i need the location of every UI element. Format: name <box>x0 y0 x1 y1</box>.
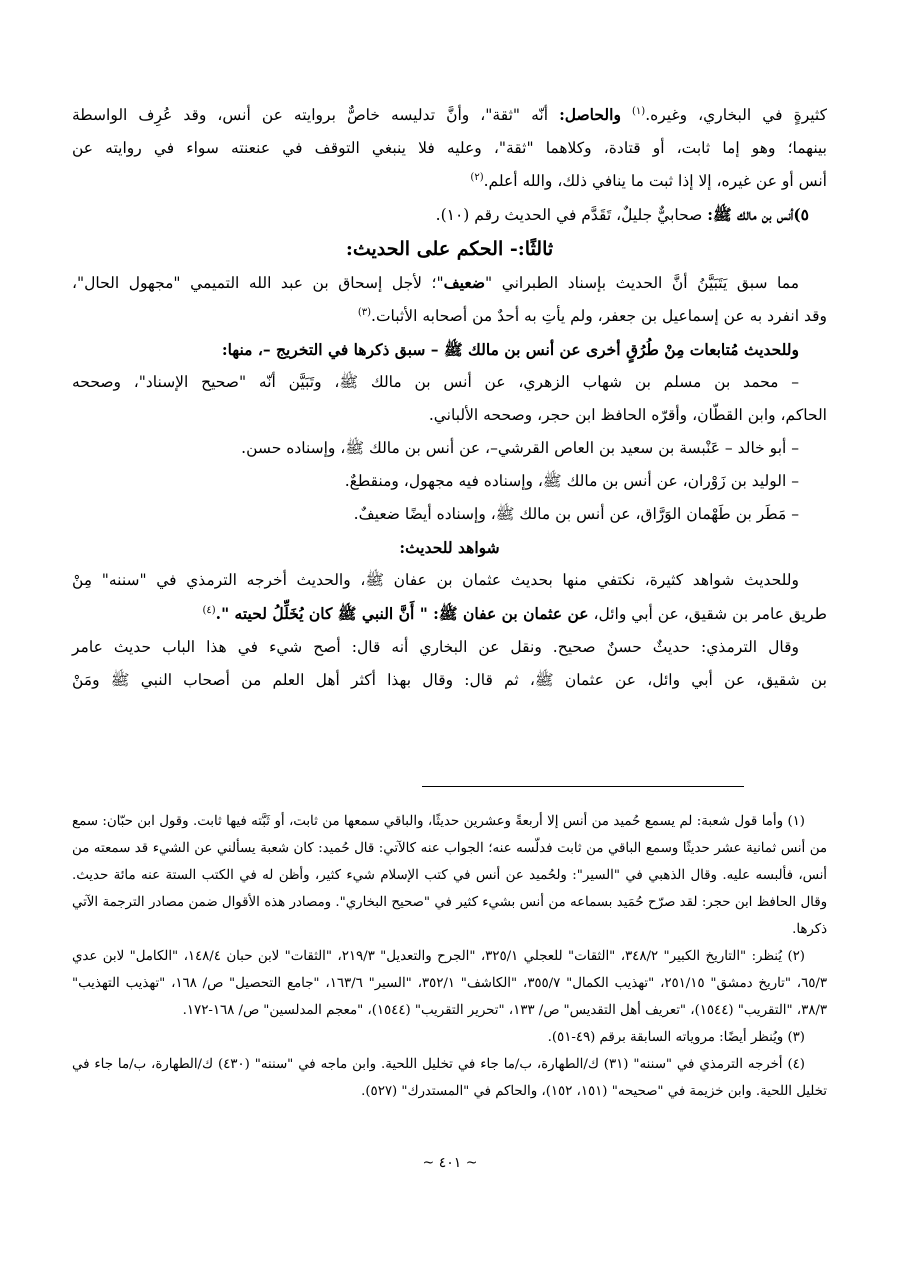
paragraph-line <box>72 631 827 664</box>
footnotes <box>72 808 827 1105</box>
text-span: "؛ لأجل إسحاق بن عبد الله التميمي "مجهول الحال"، <box>72 274 444 292</box>
bold-verdict: ضعيف <box>443 273 485 292</box>
followup-item: – مَطَر بن طَهْمان الوَرَّاق، عن أنس بن مالك ﷺ، وإسناده أيضًا ضعيفٌ. <box>353 505 799 523</box>
footnote-ref[interactable]: (٢) <box>470 171 484 183</box>
text-span: مما سبق يَتَبَيَّنُ أنَّ الحديث بإسناد الطبراني " <box>485 274 799 292</box>
paragraph-line <box>72 165 827 198</box>
footnote-1: (١) وأما قول شعبة: لم يسمع حُميد من أنس إلا أربعةً وعشرين حديثًا، والباقي سمعها من ثابت، أو ثَبَّته فيها ثابت. وقول ابن حبّان: سمع من أنس ثمانية عشر حديثًا وسمع الباقي من ثابت فدلّسه عنه؛ الجواب عنه كالآتي: قال حُميد: كان شعبة يسألني عن الشيء قد سمعته من أنس، فألبسه عليه. وقال الذهبي في "السير": ولحُميد عن أنس في كتب الإسلام شيء كثير، وأظن له في الكتب الستة عنه مائة حديث. وقال الحافظ ابن حجر: لقد صرّح حُمَيد بسماعه من أنس بشيء كثير في "صحيح البخاري". ومصادر هذه الأقوال ضمن مصادر الترجمة الآتي ذكرها. <box>72 814 827 937</box>
paragraph-line: وللحديث شواهد كثيرة، نكتفي منها بحديث عثمان بن عفان ﷺ، والحديث أخرجه الترمذي في "سننه" مِنْ <box>72 571 799 589</box>
footnote-separator <box>422 786 744 787</box>
narrator-entry <box>72 198 827 232</box>
text-span: كثيرةٍ في البخاري، وغيره. <box>645 106 827 124</box>
section-heading <box>72 232 827 266</box>
paragraph-line <box>72 597 827 631</box>
text-span: أنّه "ثقة"، وأنَّ تدليسه خاصٌّ بروايته عن أنس، وقد عُرِف الواسطة <box>72 106 548 124</box>
footnote-ref[interactable]: (٣) <box>357 306 372 318</box>
paragraph-line <box>72 300 827 333</box>
followup-item-cont: الحاكم، وابن القطّان، وأقرّه الحافظ ابن حجر، وصححه الألباني. <box>428 406 827 424</box>
followup-item: – أبو خالد – عَنْبسة بن سعيد بن العاص القرشي–، عن أنس بن مالك ﷺ، وإسناده حسن. <box>241 439 799 457</box>
hadith-text: عن عثمان بن عفان ﷺ: " أَنَّ النبي ﷺ كان يُخَلِّلُ لحيته ". <box>215 604 589 623</box>
text-span: طريق عامر بن شقيق، عن أبي وائل، <box>593 605 827 623</box>
narrator-name: أنس بن مالك ﷺ: <box>707 205 794 224</box>
heading-title: الحكم على الحديث: <box>345 238 504 260</box>
text-span: صحابيٌّ جليلٌ، تَقَدَّم في الحديث رقم (١٠). <box>435 206 703 224</box>
paragraph-line: بن شقيق، عن أبي وائل، عن عثمان ﷺ، ثم قال: وقال بهذا أكثر أهل العلم من أصحاب النبي ﷺ ومَنْ <box>72 671 827 689</box>
followup-item: – محمد بن مسلم بن شهاب الزهري، عن أنس بن مالك ﷺ، وتَبَيَّن أنّه "صحيح الإسناد"، وصححه <box>72 373 799 391</box>
followups-heading: وللحديث مُتابعات مِنْ طُرُقٍ أخرى عن أنس بن مالك ﷺ – سبق ذكرها في التخريج –، منها: <box>221 340 799 359</box>
bold-label: والحاصل: <box>559 105 621 124</box>
footnote-3: (٣) ويُنظر أيضًا: مروياته السابقة برقم (٤٩-٥١). <box>547 1030 805 1045</box>
paragraph-line <box>72 266 827 300</box>
main-text <box>72 98 827 697</box>
footnote-4: (٤) أخرجه الترمذي في "سننه" (٣١) ك/الطهارة، ب/ما جاء في تخليل اللحية. وابن ماجه في "سننه" (٤٣٠) ك/الطهارة، ب/ما جاء في تخليل اللحية. وابن خزيمة في "صحيحه" (١٥١، ١٥٢)، والحاكم في "المستدرك" (٥٢٧). <box>72 1057 827 1099</box>
text-span: وقال الترمذي: حديثٌ حسنٌ صحيح. ونقل عن البخاري أنه قال: <box>351 638 799 656</box>
footnote-ref[interactable]: (١) <box>632 105 646 117</box>
followup-item: – الوليد بن زَوْران، عن أنس بن مالك ﷺ، وإسناده فيه مجهول، ومنقطعٌ. <box>344 472 799 490</box>
paragraph-line: بينهما؛ وهو إما ثابت، أو قتادة، وكلاهما "ثقة"، وعليه فلا ينبغي التوقف في عنعنته سواء في روايته عن <box>72 139 827 157</box>
paragraph-line <box>72 98 827 132</box>
footnote-2: (٢) يُنظر: "التاريخ الكبير" ٣٤٨/٢، "الثقات" للعجلي ٣٢٥/١، "الجرح والتعديل" ٢١٩/٣، "الثقات" لابن حبان ١٤٨/٤، "الكامل" لابن عدي ٦٥/٣، "تاريخ دمشق" ٢٥١/١٥، "تهذيب الكمال" ٣٥٥/٧، "الكاشف" ٣٥٢/١، "السير" ١٦٣/٦، "جامع التحصيل" ص/ ١٦٨، "تهذيب التهذيب" ٣٨/٣، "التقريب" (١٥٤٤)، "تعريف أهل التقديس" ص/ ١٣٣، "تحرير التقريب" (١٥٤٤)، "معجم المدلسين" ص/ ١٦٨-١٧٢. <box>72 949 827 1018</box>
footnote-ref[interactable]: (٤) <box>202 604 216 616</box>
entry-number: ٥) <box>793 205 809 224</box>
text-span: أنس أو عن غيره، إلا إذا ثبت ما ينافي ذلك، والله أعلم. <box>483 172 827 190</box>
text-span: وقد انفرد به عن إسماعيل بن جعفر، ولم يأتِ به أحدٌ من أصحابه الأثبات. <box>371 307 827 325</box>
text-span: أصح شيء في هذا الباب حديث عامر <box>72 638 341 656</box>
page-number: ~ ٤٠١ ~ <box>422 1155 478 1171</box>
heading-prefix: ثالثًا:- <box>509 238 554 260</box>
shawahid-heading: شواهد للحديث: <box>399 538 500 557</box>
